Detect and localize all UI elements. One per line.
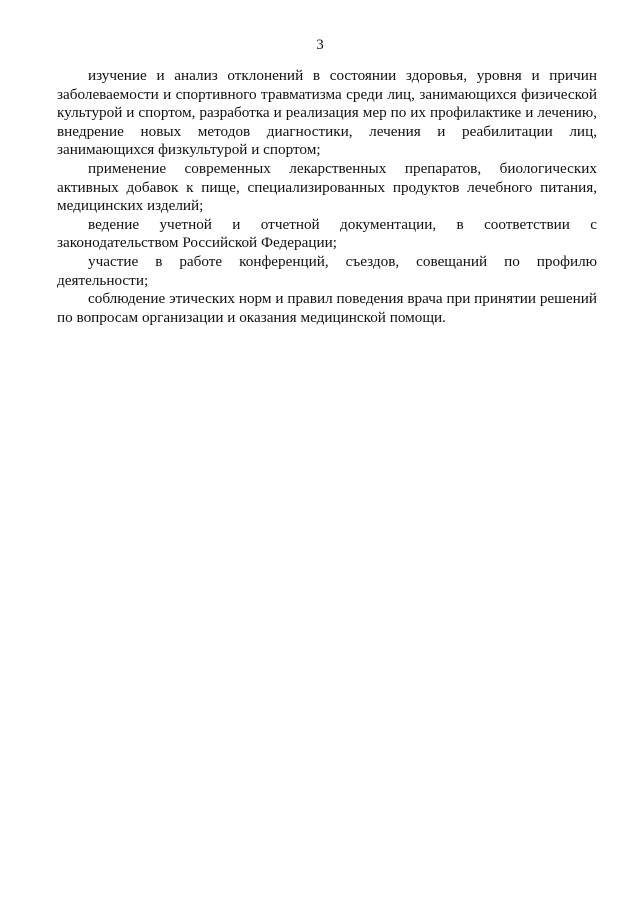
- paragraph-ethics: соблюдение этических норм и правил поведения врача при принятии решений по вопросам организации и оказания медицинской помощи.: [57, 290, 597, 326]
- paragraph-health-analysis: изучение и анализ отклонений в состоянии здоровья, уровня и причин заболеваемости и спортивного травматизма среди лиц, занимающихся физической культурой и спортом, разработка и реализация мер по их профилактике и лечению, внедрение новых методов диагностики, лечения и реабилитации лиц, занимающихся физкультурой и спортом;: [57, 67, 597, 159]
- paragraph-medications: применение современных лекарственных препаратов, биологических активных добавок к пище, специализированных продуктов лечебного питания, медицинских изделий;: [57, 159, 597, 215]
- document-body: [57, 67, 597, 327]
- page-number: 3: [316, 37, 324, 53]
- paragraph-conferences: участие в работе конференций, съездов, совещаний по профилю деятельности;: [57, 252, 597, 289]
- paragraph-documentation: ведение учетной и отчетной документации, в соответствии с законодательством Российской Федерации;: [57, 215, 597, 252]
